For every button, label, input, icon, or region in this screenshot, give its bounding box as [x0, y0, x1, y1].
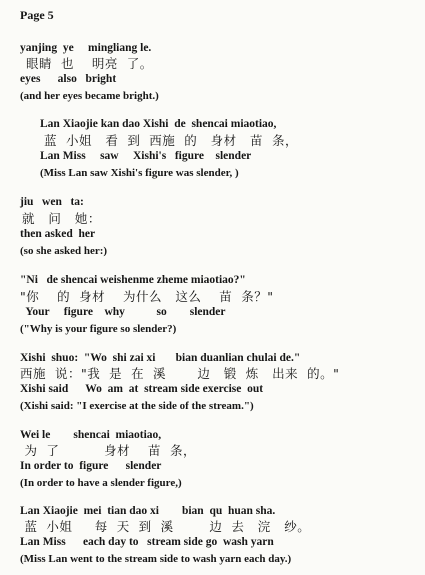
english-gloss-line: Xishi said Wo am at stream side exercise out	[20, 383, 264, 395]
pinyin-line: jiu wen ta:	[20, 196, 84, 208]
pinyin-line: yanjing ye mingliang le.	[20, 42, 152, 54]
pinyin-line: Lan Xiaojie mei tian dao xi bian qu huan sha.	[20, 505, 276, 517]
translation-line: (Xishi said: "I exercise at the side of the stream.")	[20, 400, 254, 412]
pinyin-line: Lan Xiaojie kan dao Xishi de shencai miaotiao,	[40, 118, 277, 130]
translation-line: (Miss Lan went to the stream side to wash yarn each day.)	[20, 553, 292, 565]
hanzi-line: 西施 说："我 是 在 溪 边 锻 炼 出来 的。"	[20, 366, 340, 381]
english-gloss-line: eyes also bright	[20, 73, 117, 85]
english-gloss-line: then asked her	[20, 228, 96, 240]
translation-line: (and her eyes became bright.)	[20, 90, 159, 102]
translation-line: ("Why is your figure so slender?)	[20, 323, 177, 335]
hanzi-line: 眼睛 也 明亮 了。	[26, 56, 153, 71]
translation-line: (so she asked her:)	[20, 245, 108, 257]
english-gloss-line: Your figure why so slender	[20, 306, 226, 318]
hanzi-line: "你 的 身材 为什么 这么 苗 条？"	[20, 289, 274, 304]
hanzi-line: 蓝 小姐 每 天 到 溪 边 去 浣 纱。	[20, 519, 311, 534]
pinyin-line: Xishi shuo: "Wo shi zai xi bian duanlian chulai de."	[20, 352, 301, 364]
translation-line: (Miss Lan saw Xishi's figure was slender, )	[40, 167, 239, 179]
hanzi-line: 为 了 身材 苗 条，	[20, 443, 196, 458]
english-gloss-line: Lan Miss saw Xishi's figure slender	[40, 150, 252, 162]
page-number: Page 5	[20, 8, 54, 22]
hanzi-line: 蓝 小姐 看 到 西施 的 身材 苗 条，	[44, 133, 298, 148]
hanzi-line: 就 问 她：	[22, 211, 101, 226]
translation-line: (In order to have a slender figure,)	[20, 477, 182, 489]
pinyin-line: "Ni de shencai weishenme zheme miaotiao?"	[20, 274, 246, 286]
english-gloss-line: In order to figure slender	[20, 460, 162, 472]
english-gloss-line: Lan Miss each day to stream side go wash yarn	[20, 536, 274, 548]
pinyin-line: Wei le shencai miaotiao,	[20, 429, 162, 441]
